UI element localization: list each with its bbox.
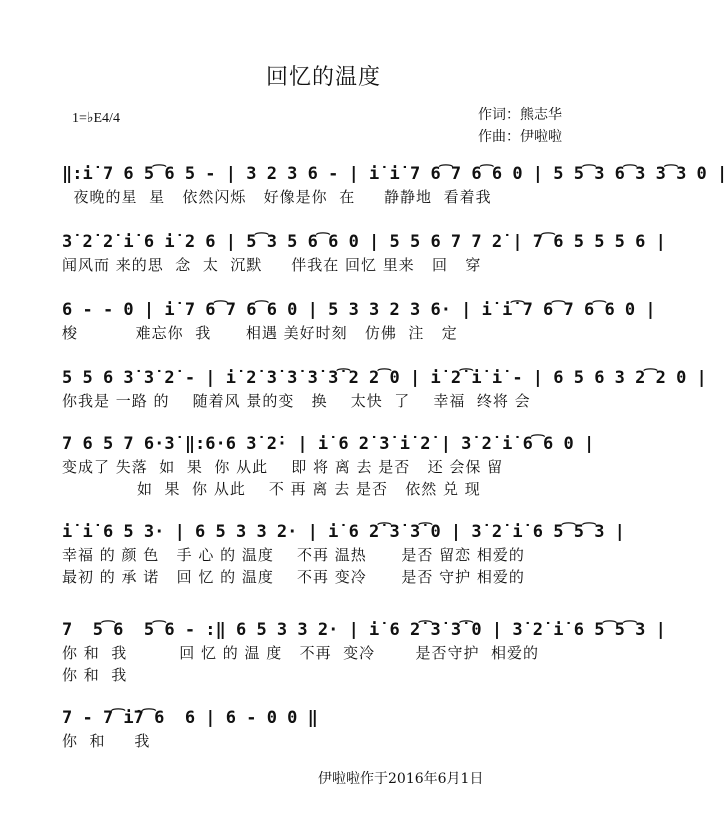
notation-line: 5 5 6 3̇ 3̇ 2̇ - | i̇ 2̇ 3̇ 3̇ 3̇ 3̇͡2 2͡0 | i̇ 2̇͡i̇ i̇ - | 6 5 6 3 2͡2 0 | — [62, 368, 707, 388]
credits — [478, 104, 562, 148]
notation-line: ‖:i̇ 7 6 5͡6 5 - | 3 2 3 6 - | i̇ i̇ 7 6͡7 6͡6 0 | 5 5͡3 6͡3 3͡3 0 | — [62, 164, 727, 184]
lyric-line: 你 和 我 — [62, 666, 128, 684]
staff-row — [62, 520, 625, 588]
lyric-line: 最初 的 承 诺 回 忆 的 温度 不再 变冷 是否 守护 相爱的 — [62, 568, 525, 586]
lyric-line: 你 和 我 — [62, 732, 151, 750]
composition-date: 伊啦啦作于2016年6月1日 — [318, 771, 484, 787]
composer-credit: 作曲：伊啦啦 — [478, 129, 562, 145]
notation-line: 7 6 5 7 6·3̇ ‖:6·6 3̇ 2̇· | i̇ 6 2̇ 3̇ i̇ 2̇ | 3̇ 2̇ i̇ 6͡6 0 | — [62, 434, 595, 454]
notation-line: 7 5͡6 5͡6 - :‖ 6 5 3 3 2· | i̇ 6 2̇͡3̇ 3̇͡0 | 3̇ 2̇ i̇ 6 5͡5͡3 | — [62, 620, 666, 640]
staff-row — [62, 298, 656, 344]
key-signature: 1=♭E4/4 — [72, 111, 120, 126]
lyric-line: 夜晚的星 星 依然闪烁 好像是你 在 静静地 看着我 — [62, 188, 492, 206]
staff-row — [62, 618, 666, 686]
staff-row — [62, 432, 602, 500]
lyricist-credit: 作词：熊志华 — [478, 107, 562, 123]
notation-line: 7 - 7͡i̇7͡6 6 | 6 - 0 0 ‖ — [62, 708, 318, 728]
staff-row — [62, 706, 602, 752]
staff-row — [62, 230, 666, 276]
lyric-line: 你 和 我 回 忆 的 温 度 不再 变冷 是否守护 相爱的 — [62, 644, 540, 662]
lyric-line: 幸福 的 颜 色 手 心 的 温度 不再 温热 是否 留恋 相爱的 — [62, 546, 525, 564]
staff-row — [62, 162, 727, 208]
staff-row — [62, 366, 707, 412]
lyric-line: 闻风而 来的思 念 太 沉默 伴我在 回忆 里来 回 穿 — [62, 256, 482, 274]
notation-line: 3̇ 2̇ 2̇ i̇ 6 i̇ 2 6 | 5͡3 5 6͡6 0 | 5 5 6 7 7 2̇ | 7͡6 5 5 5 6 | — [62, 232, 666, 252]
lyric-line: 变成了 失落 如 果 你 从此 即 将 离 去 是否 还 会保 留 — [62, 458, 504, 476]
lyric-line: 如 果 你 从此 不 再 离 去 是否 依然 兑 现 — [62, 480, 481, 498]
lyric-line: 你我是 一路 的 随着风 景的变 换 太快 了 幸福 终将 会 — [62, 392, 531, 410]
page-title: 回忆的温度 — [265, 65, 381, 90]
notation-line: 6 - - 0 | i̇ 7 6͡7 6͡6 0 | 5 3 3 2 3 6· | i̇ i̇͡7 6͡7 6͡6 0 | — [62, 300, 656, 320]
lyric-line: 梭 难忘你 我 相遇 美好时刻 仿佛 注 定 — [62, 324, 458, 342]
notation-line: i̇ i̇ 6 5 3· | 6 5 3 3 2· | i̇ 6 2̇͡3̇ 3̇͡0 | 3̇ 2̇ i̇ 6 5͡5͡3 | — [62, 522, 625, 542]
